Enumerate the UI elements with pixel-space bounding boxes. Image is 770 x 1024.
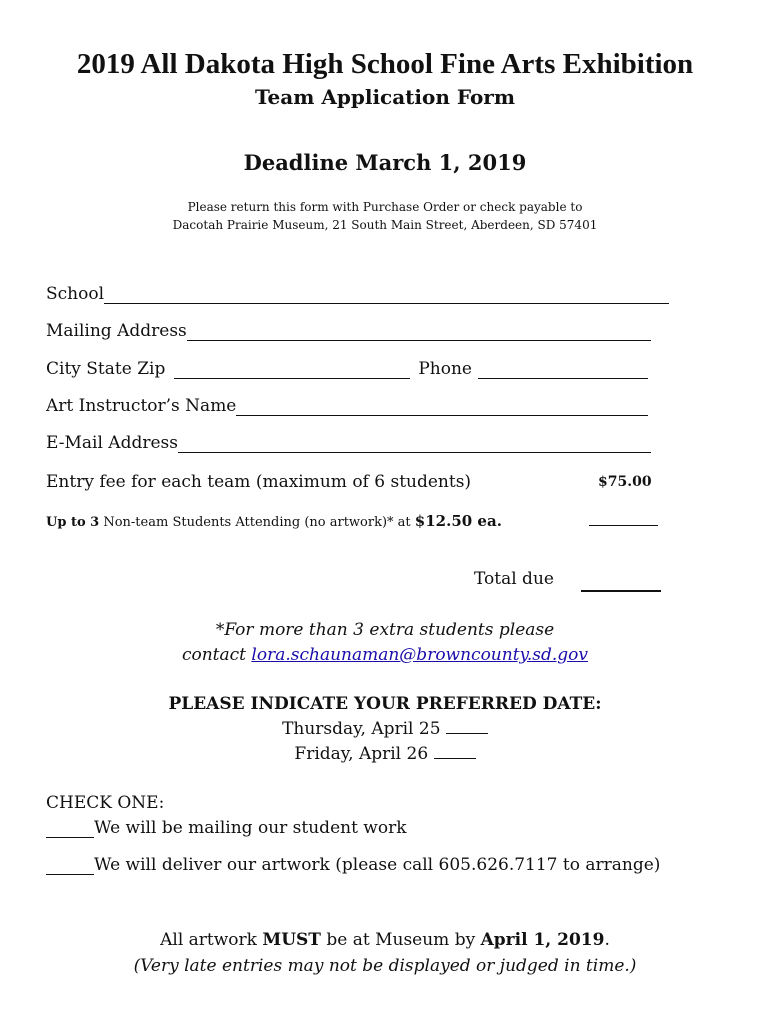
footer-part-a: All artwork (160, 930, 257, 950)
mailing-address-field (46, 321, 651, 341)
footer-date: April 1, 2019 (480, 930, 605, 950)
total-due-line[interactable] (581, 572, 661, 592)
extra-students-contact (0, 645, 770, 665)
artwork-deadline-note (0, 930, 770, 950)
date-option-thursday (0, 719, 770, 739)
deadline-heading: Deadline March 1, 2019 (243, 150, 527, 175)
entry-fee-label: Entry fee for each team (maximum of 6 students) (46, 472, 472, 492)
deliver-option-label: We will deliver our artwork (please call 605.626.7117 to arrange) (94, 855, 661, 875)
city-state-zip-label: City State Zip (46, 359, 166, 379)
thursday-check-line[interactable] (446, 719, 488, 734)
form-title: 2019 All Dakota High School Fine Arts Exhibition (76, 48, 694, 80)
art-instructor-label: Art Instructor’s Name (46, 396, 237, 416)
instructions-line-1: Please return this form with Purchase Order or check payable to (187, 200, 583, 214)
date-option-friday (0, 744, 770, 764)
email-input-line[interactable] (178, 434, 651, 453)
city-state-zip-field (46, 359, 648, 379)
school-field (46, 284, 669, 304)
email-field (46, 433, 651, 453)
nonteam-prefix: Up to 3 (46, 515, 100, 530)
mailing-check-line[interactable] (46, 821, 94, 838)
footer-must: MUST (262, 930, 321, 950)
nonteam-amount-line[interactable] (589, 510, 658, 526)
deliver-check-line[interactable] (46, 858, 94, 875)
friday-label: Friday, April 26 (294, 744, 429, 764)
phone-input-line[interactable] (478, 360, 648, 379)
mailing-address-label: Mailing Address (46, 321, 187, 341)
footer-part-c: be at Museum by (326, 930, 476, 950)
school-input-line[interactable] (104, 285, 669, 304)
entry-fee-amount: $75.00 (598, 474, 652, 490)
email-label: E-Mail Address (46, 433, 178, 453)
school-label: School (46, 284, 105, 304)
thursday-label: Thursday, April 25 (282, 719, 441, 739)
phone-label: Phone (418, 359, 472, 379)
mailing-option-label: We will be mailing our student work (94, 818, 407, 838)
check-option-mailing (46, 818, 407, 838)
contact-email-link[interactable]: lora.schaunaman@browncounty.sd.gov (251, 645, 589, 665)
check-one-heading: CHECK ONE: (46, 793, 165, 813)
instructions-line-2: Dacotah Prairie Museum, 21 South Main Street, Aberdeen, SD 57401 (172, 218, 598, 232)
nonteam-label: Non-team Students Attending (no artwork)* at (103, 515, 411, 530)
mailing-address-input-line[interactable] (187, 322, 651, 341)
preferred-date-heading: PLEASE INDICATE YOUR PREFERRED DATE: (168, 694, 602, 714)
nonteam-row (46, 512, 502, 530)
contact-prefix: contact (181, 645, 246, 665)
total-due-label: Total due (474, 569, 554, 589)
nonteam-price: $12.50 ea. (414, 512, 502, 530)
city-state-zip-input-line[interactable] (174, 360, 410, 379)
footer-period: . (604, 930, 610, 950)
late-entries-note: (Very late entries may not be displayed or judged in time.) (133, 956, 637, 976)
art-instructor-input-line[interactable] (236, 397, 648, 416)
form-subtitle: Team Application Form (254, 85, 516, 109)
friday-check-line[interactable] (434, 744, 476, 759)
check-option-deliver (46, 855, 660, 875)
art-instructor-field (46, 396, 648, 416)
extra-students-note: *For more than 3 extra students please (215, 620, 555, 640)
